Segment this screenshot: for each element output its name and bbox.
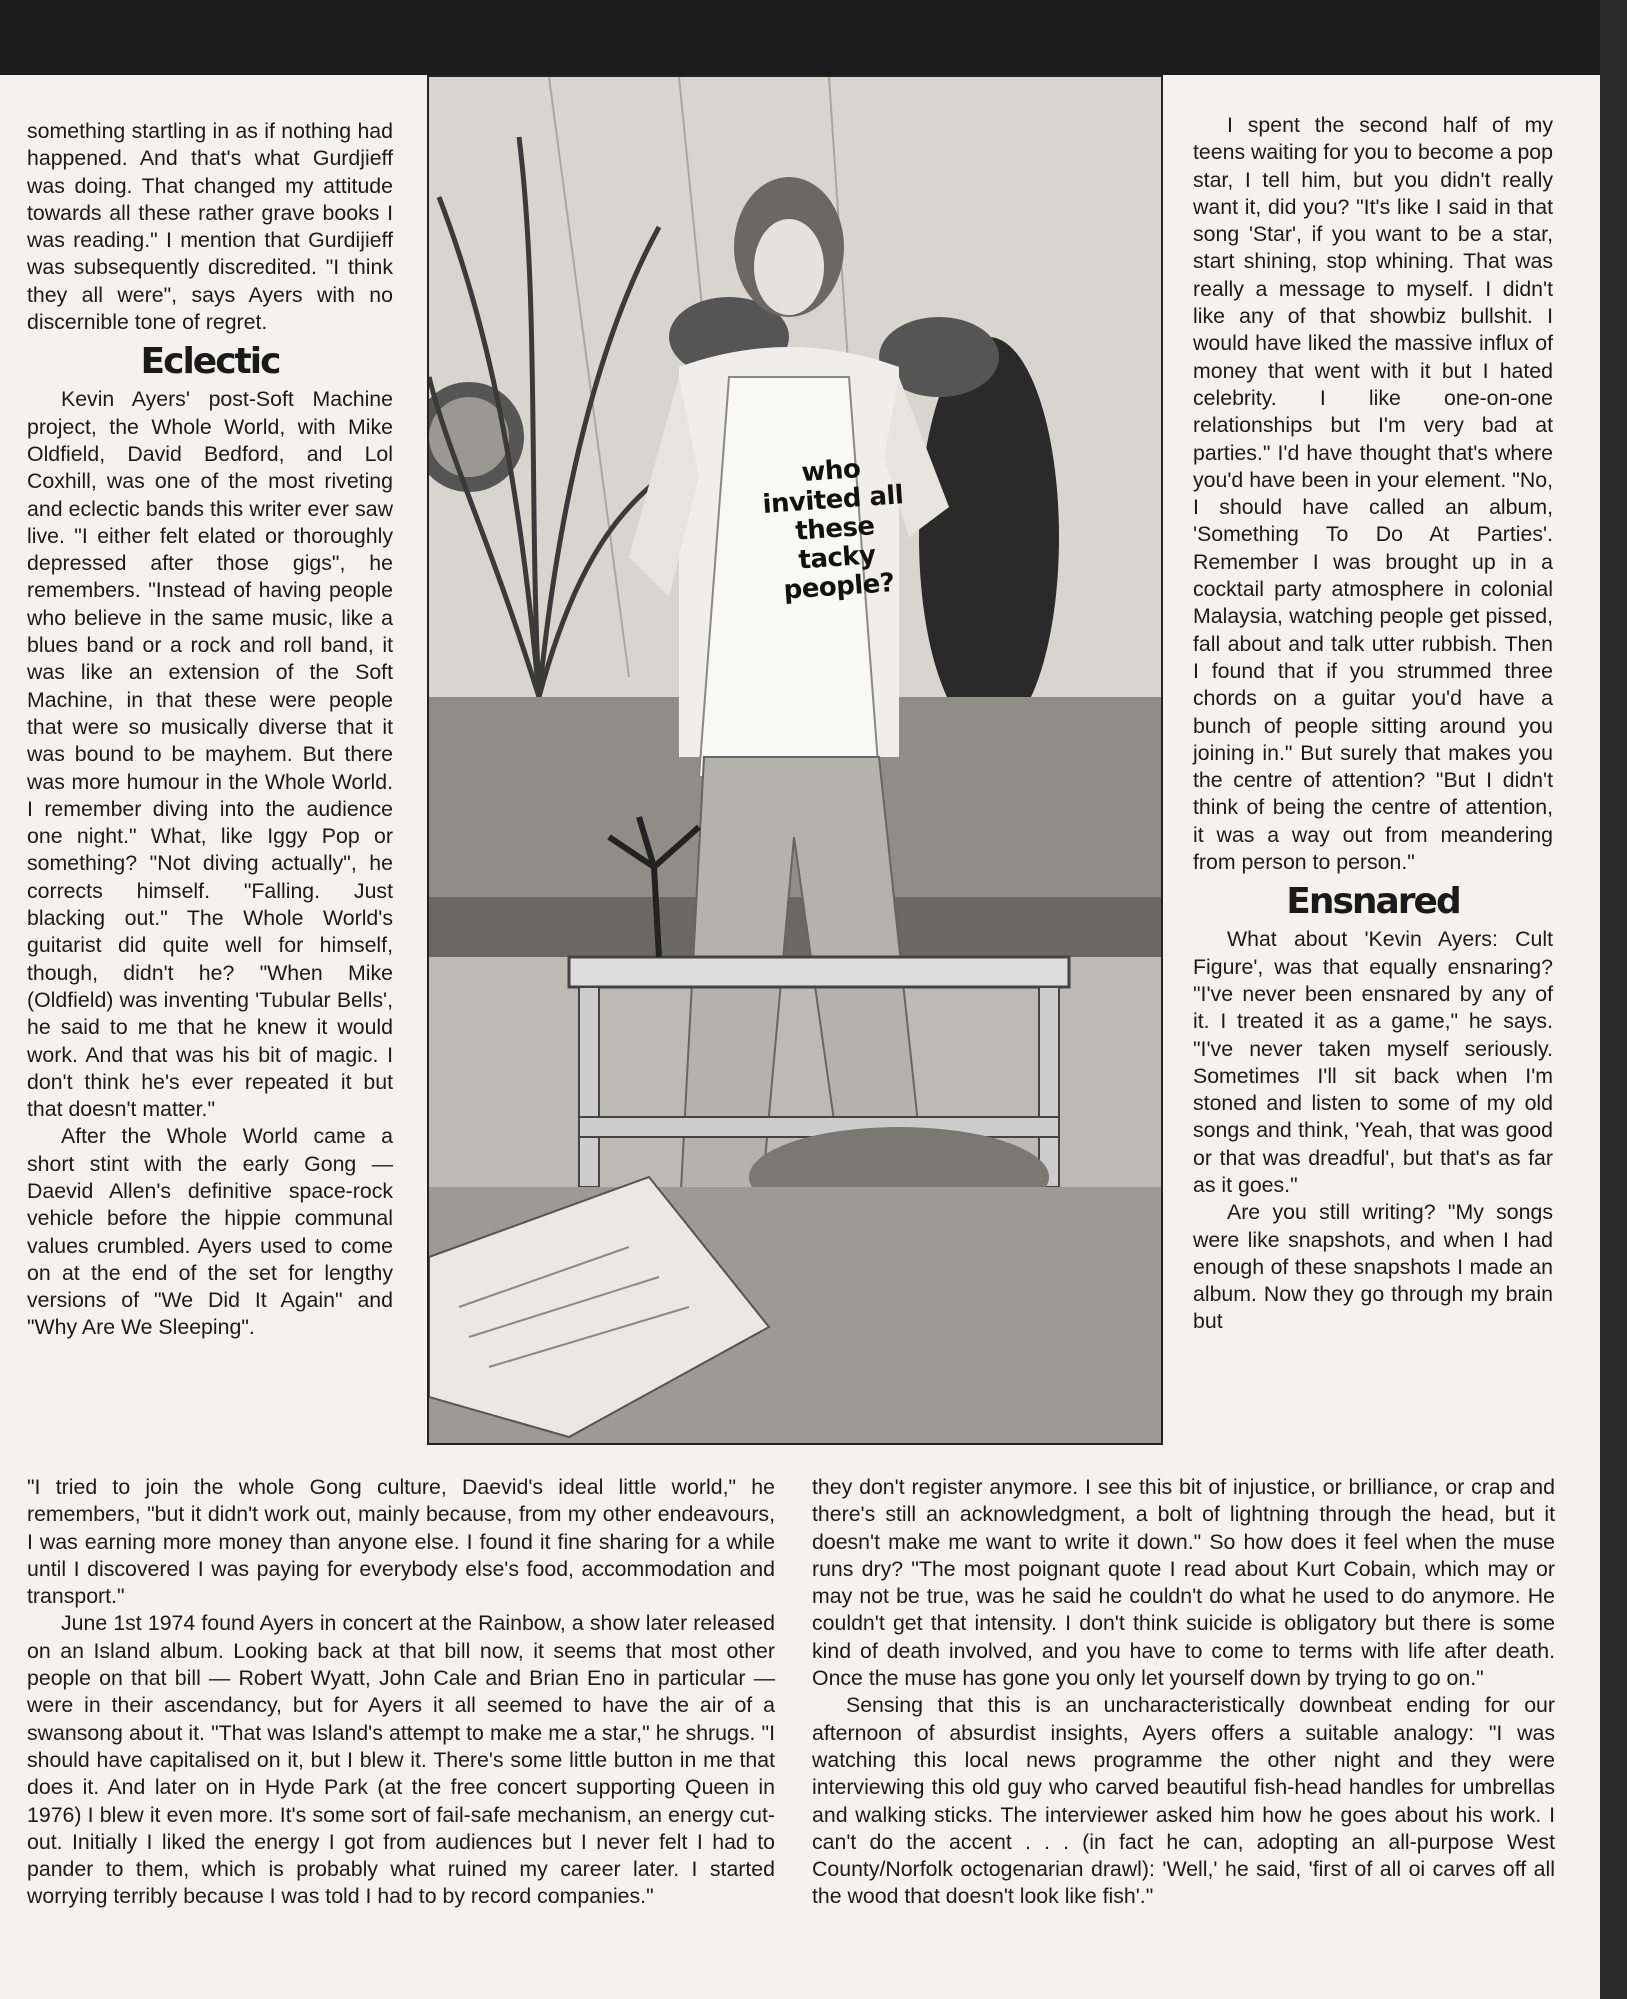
right-column <box>1193 112 1553 1336</box>
left-para-2: Kevin Ayers' post-Soft Machine project, the Whole World, with Mike Oldfield, David Bedford, and Lol Coxhill, was one of the most riveting and eclectic bands this writer ever saw live. "I either felt elated or thoroughly depressed after those gigs", he remembers. "Instead of having people who believe in the same music, like a blues band or a rock and roll band, it was like an extension of the Soft Machine, in that these were people that were so musically diverse that it was bound to be mayhem. But there was more humour in the Whole World. I remember diving into the audience one night." What, like Iggy Pop or something? "Not diving actually", he corrects himself. "Falling. Just blacking out." The Whole World's guitarist did quite well for himself, though, didn't he? "When Mike (Oldfield) was inventing 'Tubular Bells', he said to me that he knew it would work. And that was his bit of magic. I don't think he's ever repeated it but that doesn't matter." <box>27 387 393 1122</box>
bottom-right-para-1: they don't register anymore. I see this bit of injustice, or brilliance, or crap and there's still an acknowledgment, a bolt of lightning through the head, but it doesn't make me want to write it down." So how does it feel when the muse runs dry? "The most poignant quote I read about Kurt Cobain, which may or may not be true, was he said he couldn't do what he used to do anymore. He couldn't get that intensity. I don't think suicide is obligatory but there is some kind of death involved, and you have to come to terms with life after death. Once the muse has gone you only let yourself down by trying to go on." <box>812 1475 1555 1691</box>
apron-slogan: who invited all these tacky people? <box>761 454 905 606</box>
left-para-1: something startling in as if nothing had happened. And that's what Gurdjieff was doing. That changed my attitude towards all these rather grave books I was reading." I mention that Gurdijieff was subsequently discredited. "I think they all were", says Ayers with no discernible tone of regret. <box>27 119 393 335</box>
photo-kevin-ayers <box>427 75 1163 1445</box>
bottom-right-block <box>812 1474 1555 1911</box>
right-para-1: I spent the second half of my teens waiting for you to become a pop star, I tell him, but you didn't really want it, did you? "It's like I said in that song 'Star', if you want to be a star, start shining, stop whining. That was really a message to myself. I didn't like any of that showbiz bullshit. I would have liked the massive influx of money that went with it but I hated celebrity. I like one-on-one relationships but I'm very bad at parties." I'd have thought that's where you'd have been in your element. "No, I should have called an album, 'Something To Do At Parties'. Remember I was brought up in a cocktail party atmosphere in colonial Malaysia, watching people get pissed, fall about and talk utter rubbish. Then I found that if you strummed three chords on a guitar you'd have a bunch of people sitting around you joining in." But surely that makes you the centre of attention? "But I didn't think of being the centre of attention, it was a way out from meandering from person to person." <box>1193 113 1553 875</box>
bottom-left-para-1: "I tried to join the whole Gong culture, Daevid's ideal little world," he remembers, "but it didn't work out, mainly because, from my other endeavours, I was earning more money than anyone else. I found it fine sharing for a while until I discovered I was paying for everybody else's food, accommodation and transport." <box>27 1475 775 1609</box>
right-para-2: What about 'Kevin Ayers: Cult Figure', was that equally ensnaring? "I've never been ensnared by any of it. I treated it as a game," he says. "I've never taken myself seriously. Sometimes I'll sit back when I'm stoned and listen to some of my old songs and think, 'Yeah, that was good or that was dreadful', but that's as far as it goes." <box>1193 927 1553 1197</box>
bottom-right-para-2: Sensing that this is an uncharacteristically downbeat ending for our afternoon of absurdist insights, Ayers offers a suitable analogy: "I was watching this local news programme the other night and they were interviewing this old guy who carved beautiful fish-head handles for umbrellas and walking sticks. The interviewer asked him how he goes about his work. I can't do the accent . . . (in fact he can, adopting an all-purpose West County/Norfolk octogenarian drawl): 'Well,' he said, 'first of all oi carves off all the wood that doesn't look like fish'." <box>812 1693 1555 1909</box>
bottom-left-block <box>27 1474 775 1911</box>
heading-eclectic: Eclectic <box>140 341 280 383</box>
page-top-bar <box>0 0 1627 75</box>
heading-ensnared: Ensnared <box>1286 881 1460 923</box>
left-para-3: After the Whole World came a short stint with the early Gong — Daevid Allen's definitive space-rock vehicle before the hippie communal values crumbled. Ayers used to come on at the end of the set for lengthy versions of "We Did It Again" and "Why Are We Sleeping". <box>27 1124 393 1340</box>
left-column <box>27 118 393 1342</box>
right-para-3: Are you still writing? "My songs were like snapshots, and when I had enough of these snapshots I made an album. Now they go through my brain but <box>1193 1200 1553 1334</box>
bottom-left-para-2: June 1st 1974 found Ayers in concert at the Rainbow, a show later released on an Island album. Looking back at that bill now, it seems that most other people on that bill — Robert Wyatt, John Cale and Brian Eno in particular — were in their ascendancy, but for Ayers it all seemed to have the air of a swansong about it. "That was Island's attempt to make me a star," he shrugs. "I should have capitalised on it, but I blew it. There's some little button in me that does it. And later on in Hyde Park (at the free concert supporting Queen in 1976) I blew it even more. It's some sort of fail-safe mechanism, an energy cut-out. Initially I liked the energy I got from audiences but I never felt I had to pander to them, which is probably what ruined my career later. I started worrying terribly because I was told I had to by record companies." <box>27 1611 775 1909</box>
page-edge-bar <box>1600 0 1627 1999</box>
